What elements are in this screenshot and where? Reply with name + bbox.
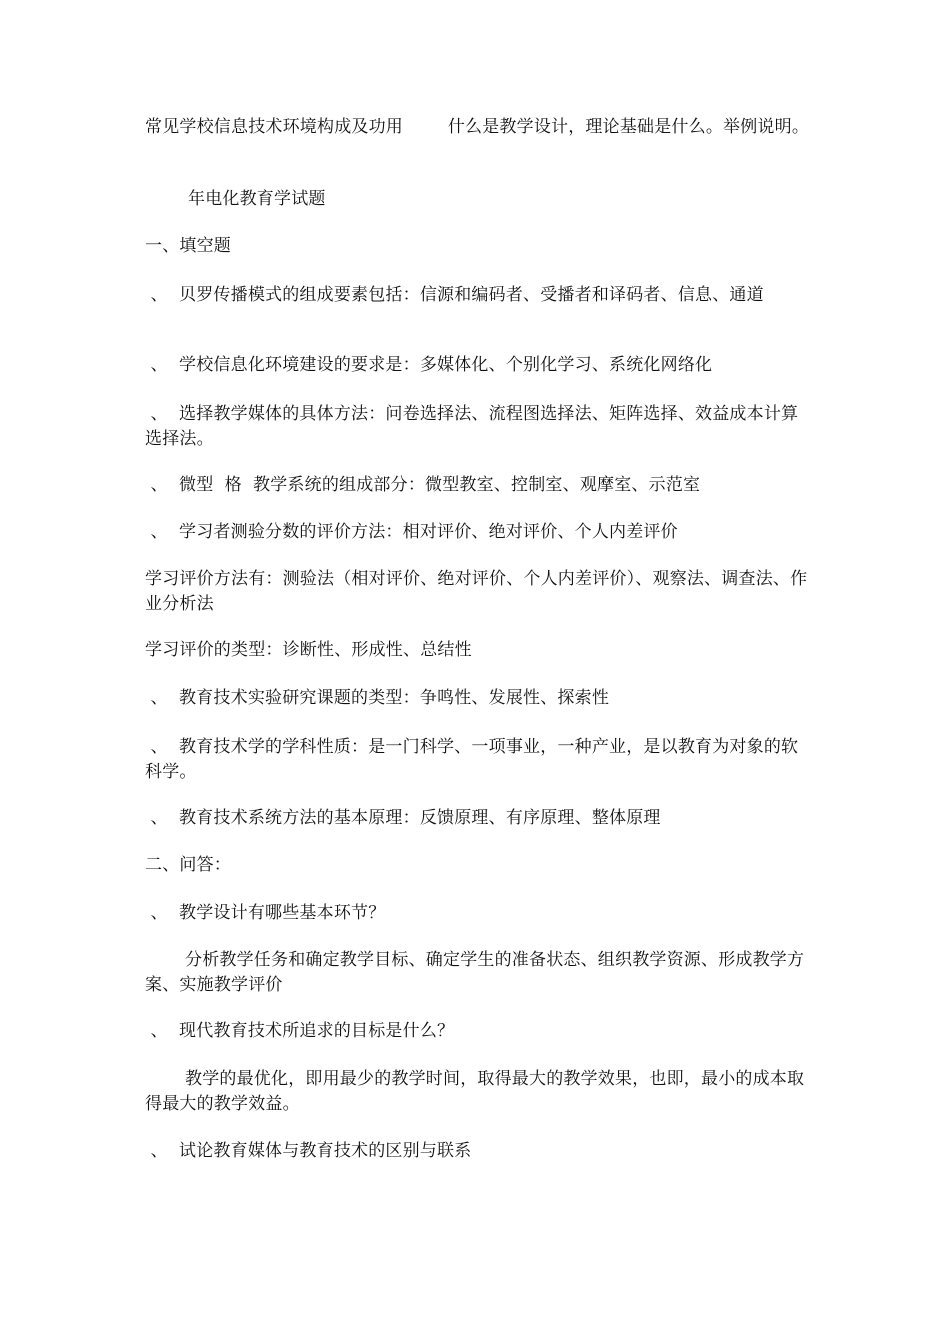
question-technology-goal: 、 现代教育技术所追求的目标是什么？: [145, 1021, 455, 1041]
answer-design-steps: 分析教学任务和确定教学目标、确定学生的准备状态、组织教学资源、形成教学方案、实施教学评价: [145, 950, 805, 995]
section-heading-questions: 二、问答：: [145, 855, 231, 875]
item-berlo-model: 、 贝罗传播模式的组成要素包括：信源和编码者、受播者和译码者、信息、通道: [145, 285, 764, 305]
paragraph-evaluation-types: 学习评价的类型：诊断性、形成性、总结性: [145, 640, 472, 660]
question-design-steps: 、 教学设计有哪些基本环节？: [145, 903, 386, 923]
item-research-topic-types: 、 教育技术实验研究课题的类型：争鸣性、发展性、探索性: [145, 688, 610, 708]
paragraph-environment-question: 常见学校信息技术环境构成及功用 什么是教学设计，理论基础是什么。举例说明。: [145, 117, 810, 137]
question-media-vs-technology: 、 试论教育媒体与教育技术的区别与联系: [145, 1141, 472, 1161]
item-score-evaluation: 、 学习者测验分数的评价方法：相对评价、绝对评价、个人内差评价: [145, 522, 678, 542]
item-discipline-nature: 、 教育技术学的学科性质：是一门科学、一项事业，一种产业，是以教育为对象的软科学。: [145, 737, 799, 782]
answer-technology-goal: 教学的最优化，即用最少的教学时间，取得最大的教学效果，也即，最小的成本取得最大的教学效益。: [145, 1069, 805, 1114]
section-heading-fill-blank: 一、填空题: [145, 236, 231, 256]
exam-title: 年电化教育学试题: [188, 189, 326, 209]
paragraph-evaluation-methods: 学习评价方法有：测验法（相对评价、绝对评价、个人内差评价）、观察法、调查法、作业分析法: [145, 569, 808, 614]
item-system-principles: 、 教育技术系统方法的基本原理：反馈原理、有序原理、整体原理: [145, 808, 661, 828]
item-school-environment: 、 学校信息化环境建设的要求是：多媒体化、个别化学习、系统化网络化: [145, 355, 713, 375]
item-media-selection: 、 选择教学媒体的具体方法：问卷选择法、流程图选择法、矩阵选择、效益成本计算选择法。: [145, 404, 799, 449]
item-microteaching-system: 、 微型 格 教学系统的组成部分：微型教室、控制室、观摩室、示范室: [145, 475, 701, 495]
